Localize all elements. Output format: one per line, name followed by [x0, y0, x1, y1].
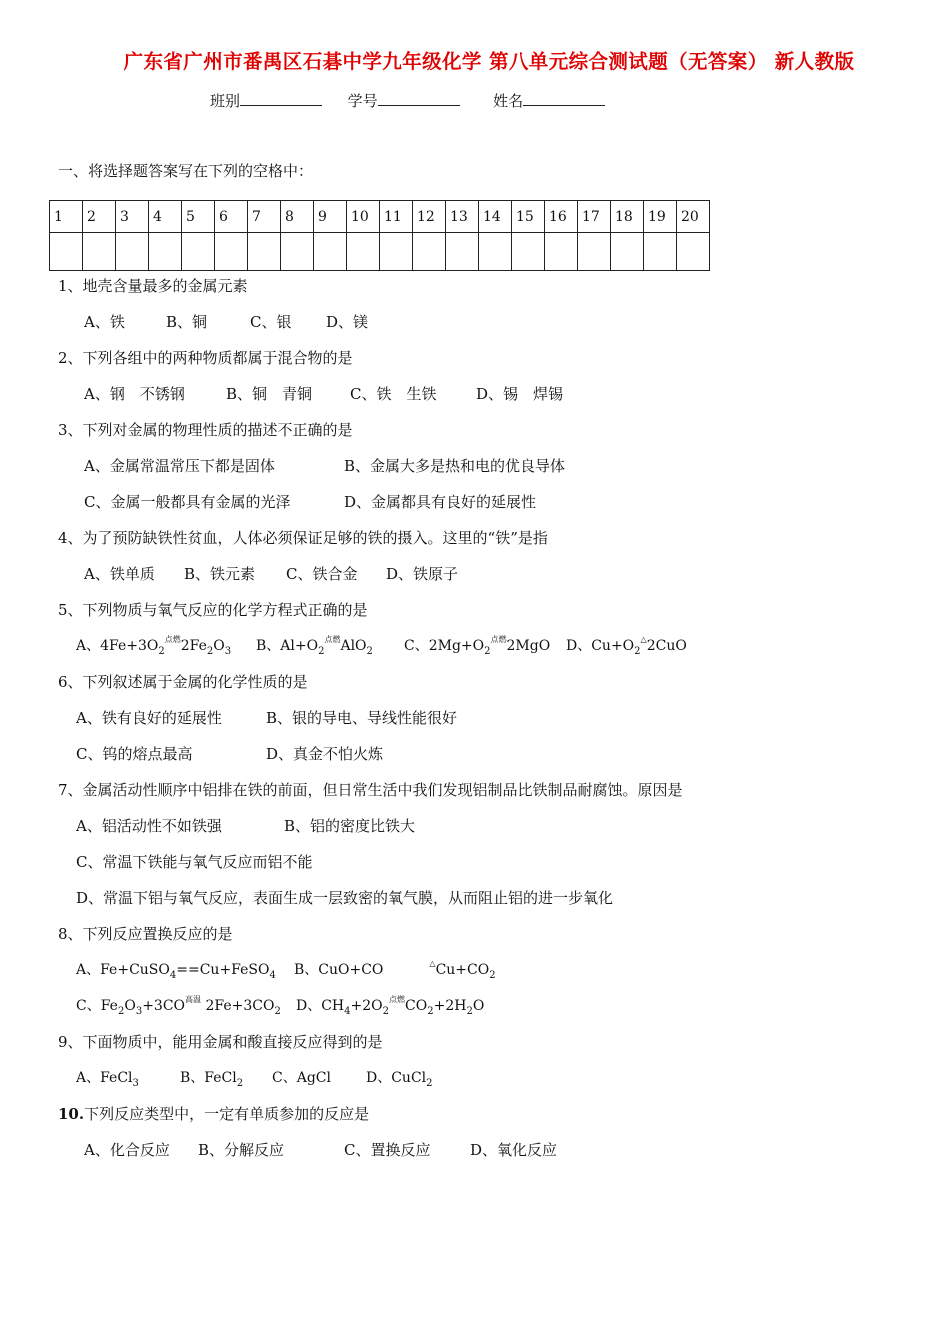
q7-option-a: A、铝活动性不如铁强	[76, 817, 222, 835]
question-6-stem: 6、下列叙述属于金属的化学性质的是	[58, 673, 308, 691]
number-label: 学号	[347, 92, 378, 110]
q8-option-b: B、CuO+CO $^\triangle Cu+CO_2$	[294, 959, 496, 981]
q10-option-c: C、置换反应	[344, 1141, 431, 1159]
name-blank[interactable]	[523, 91, 605, 106]
q1-option-c: C、银	[250, 313, 292, 331]
number-blank[interactable]	[378, 91, 460, 106]
q6-option-d: D、真金不怕火炼	[266, 745, 384, 763]
answer-number: 1	[50, 201, 83, 233]
answer-cell[interactable]	[50, 233, 83, 271]
answer-cell[interactable]	[578, 233, 611, 271]
answer-cell[interactable]	[149, 233, 182, 271]
answer-cell[interactable]	[248, 233, 281, 271]
answer-cell[interactable]	[281, 233, 314, 271]
q3-option-d: D、金属都具有良好的延展性	[344, 493, 537, 511]
answer-number: 11	[380, 201, 413, 233]
q9-option-a: A、FeCl$_3$	[76, 1070, 139, 1089]
q9-option-b: B、FeCl$_2$	[180, 1070, 244, 1089]
answer-number: 7	[248, 201, 281, 233]
q6-option-c: C、钨的熔点最高	[76, 745, 193, 763]
answer-cell[interactable]	[182, 233, 215, 271]
answer-table	[49, 200, 710, 271]
name-label: 姓名	[493, 92, 524, 110]
answer-number: 3	[116, 201, 149, 233]
class-blank[interactable]	[240, 91, 322, 106]
q4-option-b: B、铁元素	[184, 565, 256, 583]
answer-cell[interactable]	[380, 233, 413, 271]
q4-option-d: D、铁原子	[386, 565, 459, 583]
question-8-stem: 8、下列反应置换反应的是	[58, 925, 233, 943]
answer-cell[interactable]	[314, 233, 347, 271]
q9-option-c: C、AgCl	[272, 1070, 331, 1086]
answer-number: 8	[281, 201, 314, 233]
answer-number: 10	[347, 201, 380, 233]
q2-option-d: D、锡 焊锡	[476, 385, 564, 403]
q1-option-d: D、镁	[326, 313, 369, 331]
question-4-stem: 4、为了预防缺铁性贫血，人体必须保证足够的铁的摄入。这里的“铁”是指	[58, 529, 548, 547]
answer-cell[interactable]	[545, 233, 578, 271]
answer-cell[interactable]	[677, 233, 710, 271]
answer-cell[interactable]	[479, 233, 512, 271]
answer-cell[interactable]	[347, 233, 380, 271]
question-1-stem: 1、地壳含量最多的金属元素	[58, 277, 248, 295]
section-heading: 一、将选择题答案写在下列的空格中：	[58, 162, 314, 180]
q1-option-a: A、铁	[84, 313, 125, 331]
answer-number: 5	[182, 201, 215, 233]
q4-option-a: A、铁单质	[84, 565, 155, 583]
q7-option-d: D、常温下铝与氧气反应，表面生成一层致密的氧气膜，从而阻止铝的进一步氧化	[76, 889, 614, 907]
answer-number: 2	[83, 201, 116, 233]
question-3-stem: 3、下列对金属的物理性质的描述不正确的是	[58, 421, 353, 439]
answer-number: 16	[545, 201, 578, 233]
q3-option-c: C、金属一般都具有金属的光泽	[84, 493, 291, 511]
q3-option-a: A、金属常温常压下都是固体	[84, 457, 275, 475]
q6-option-a: A、铁有良好的延展性	[76, 709, 222, 727]
q5-option-a: A、$4Fe+3O_2^{点燃}2Fe_2O_3$	[76, 635, 232, 657]
q8-option-c: C、$Fe_2O_3+3CO^{高温}$ $2Fe+3CO_2$	[76, 995, 281, 1017]
q5-option-d: D、$Cu+O_2^\triangle 2CuO$	[566, 635, 687, 657]
answer-blank-row	[50, 233, 710, 271]
student-info-line	[210, 90, 605, 111]
q9-option-d: D、CuCl$_2$	[366, 1070, 433, 1089]
answer-number: 20	[677, 201, 710, 233]
q2-option-a: A、钢 不锈钢	[84, 385, 185, 403]
answer-cell[interactable]	[446, 233, 479, 271]
answer-cell[interactable]	[83, 233, 116, 271]
q8-option-a: A、Fe+CuSO$_4$==Cu+FeSO$_4$	[76, 962, 276, 981]
q3-option-b: B、金属大多是热和电的优良导体	[344, 457, 566, 475]
answer-number: 6	[215, 201, 248, 233]
q6-option-b: B、银的导电、导线性能很好	[266, 709, 458, 727]
q2-option-c: C、铁 生铁	[350, 385, 437, 403]
answer-number: 14	[479, 201, 512, 233]
answer-number: 17	[578, 201, 611, 233]
q10-option-d: D、氧化反应	[470, 1141, 558, 1159]
answer-number: 18	[611, 201, 644, 233]
answer-cell[interactable]	[512, 233, 545, 271]
answer-number: 13	[446, 201, 479, 233]
answer-number: 4	[149, 201, 182, 233]
question-10-stem: 10.下列反应类型中，一定有单质参加的反应是	[58, 1105, 370, 1123]
q7-option-c: C、常温下铁能与氧气反应而铝不能	[76, 853, 313, 871]
answer-number: 15	[512, 201, 545, 233]
q4-option-c: C、铁合金	[286, 565, 358, 583]
question-5-stem: 5、下列物质与氧气反应的化学方程式正确的是	[58, 601, 368, 619]
document-title: 广东省广州市番禺区石碁中学九年级化学 第八单元综合测试题（无答案） 新人教版	[123, 50, 855, 73]
q2-option-b: B、铜 青铜	[226, 385, 313, 403]
q10-option-a: A、化合反应	[84, 1141, 170, 1159]
q8-option-d: D、$CH_4+2O_2^{点燃}CO_2+2H_2O$	[296, 995, 485, 1017]
answer-cell[interactable]	[644, 233, 677, 271]
answer-cell[interactable]	[611, 233, 644, 271]
answer-cell[interactable]	[413, 233, 446, 271]
question-10-number: 10.	[58, 1105, 85, 1123]
question-7-stem: 7、金属活动性顺序中铝排在铁的前面，但日常生活中我们发现铝制品比铁制品耐腐蚀。原因是	[58, 781, 683, 799]
answer-cell[interactable]	[215, 233, 248, 271]
class-label: 班别	[210, 92, 241, 110]
q7-option-b: B、铝的密度比铁大	[284, 817, 416, 835]
answer-number: 19	[644, 201, 677, 233]
q1-option-b: B、铜	[166, 313, 208, 331]
answer-number: 12	[413, 201, 446, 233]
question-2-stem: 2、下列各组中的两种物质都属于混合物的是	[58, 349, 353, 367]
question-9-stem: 9、下面物质中，能用金属和酸直接反应得到的是	[58, 1033, 383, 1051]
q5-option-c: C、$2Mg+O_2^{点燃}2MgO$	[404, 635, 551, 657]
q10-option-b: B、分解反应	[198, 1141, 285, 1159]
answer-number-row	[50, 201, 710, 233]
q5-option-b: B、$Al+O_2^{点燃}AlO_2$	[256, 635, 373, 657]
answer-number: 9	[314, 201, 347, 233]
answer-cell[interactable]	[116, 233, 149, 271]
